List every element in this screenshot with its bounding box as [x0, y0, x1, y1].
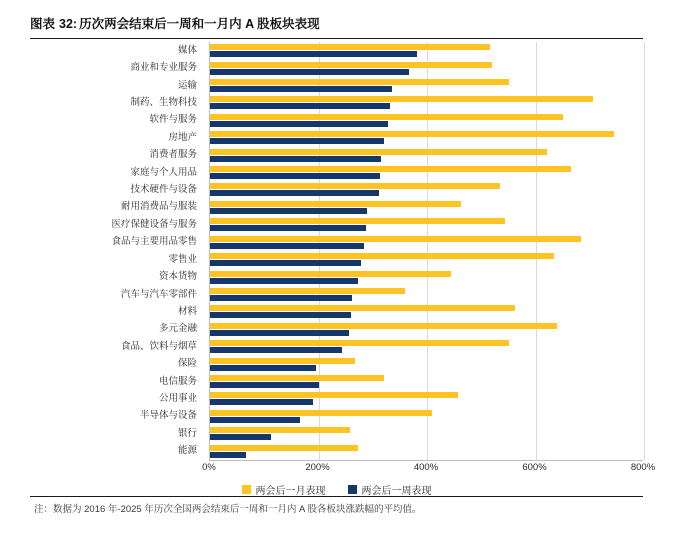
bar-month-performance [210, 445, 358, 451]
chart-legend [30, 482, 643, 497]
footnote-divider [30, 496, 643, 497]
bar-month-performance [210, 183, 500, 189]
bar-week-performance [210, 399, 313, 405]
bar-month-performance [210, 392, 458, 398]
y-axis-label: 商业和专业服务 [130, 62, 197, 74]
bar-month-performance [210, 410, 432, 416]
bar-week-performance [210, 190, 379, 196]
bar-month-performance [210, 79, 509, 85]
grid-line [536, 42, 537, 460]
bar-week-performance [210, 330, 349, 336]
y-axis-label: 材料 [177, 305, 197, 317]
bar-month-performance [210, 271, 451, 277]
footnote: 注：数据为 2016 年-2025 年历次全国两会结束后一周和一月内 A 股各板块涨跌幅的平均值。 [34, 504, 422, 515]
bar-week-performance [210, 382, 319, 388]
y-axis-label: 家庭与个人用品 [130, 166, 197, 178]
x-tick-label: 600% [522, 462, 547, 473]
bar-month-performance [210, 288, 405, 294]
legend-item-month [242, 482, 326, 497]
y-axis-label: 电信服务 [158, 375, 197, 387]
bar-week-performance [210, 156, 381, 162]
y-axis-label: 汽车与汽车零部件 [120, 288, 197, 300]
legend-label-week: 两会后一周表现 [361, 486, 432, 497]
x-axis-line [209, 460, 643, 461]
grid-line [644, 42, 645, 460]
y-axis-label: 医疗保健设备与服务 [111, 218, 197, 230]
y-axis-label: 制药、生物科技 [130, 96, 197, 108]
y-axis-label: 消费者服务 [149, 149, 197, 161]
legend-item-week [348, 482, 432, 497]
chart-container [30, 42, 656, 497]
bar-month-performance [210, 201, 461, 207]
bar-week-performance [210, 260, 361, 266]
bar-month-performance [210, 358, 355, 364]
figure-title [30, 14, 643, 39]
plot-area [30, 42, 656, 473]
bar-week-performance [210, 365, 316, 371]
bar-month-performance [210, 114, 563, 120]
bar-week-performance [210, 51, 417, 57]
bar-month-performance [210, 323, 557, 329]
y-axis-label: 软件与服务 [149, 114, 197, 126]
bar-month-performance [210, 131, 614, 137]
bar-month-performance [210, 96, 593, 102]
y-axis-label: 银行 [177, 427, 197, 439]
legend-swatch-month-icon [242, 485, 251, 494]
bar-month-performance [210, 218, 505, 224]
x-axis-tick-labels [202, 462, 656, 476]
bar-month-performance [210, 305, 515, 311]
y-axis-label: 保险 [177, 358, 197, 370]
bar-month-performance [210, 62, 492, 68]
y-axis-category-labels [30, 42, 203, 460]
bar-month-performance [210, 149, 547, 155]
bar-week-performance [210, 452, 246, 458]
bar-week-performance [210, 243, 364, 249]
y-axis-label: 食品与主要用品零售 [111, 236, 197, 248]
bar-week-performance [210, 225, 366, 231]
bar-month-performance [210, 166, 571, 172]
bar-week-performance [210, 295, 352, 301]
bar-week-performance [210, 173, 380, 179]
bar-week-performance [210, 312, 351, 318]
bar-week-performance [210, 121, 388, 127]
bar-week-performance [210, 69, 409, 75]
y-axis-label: 运输 [177, 79, 197, 91]
legend-swatch-week-icon [348, 485, 357, 494]
x-tick-label: 400% [413, 462, 439, 473]
y-axis-label: 零售业 [168, 253, 197, 265]
y-axis-label: 资本货物 [158, 271, 197, 283]
y-axis-label: 半导体与设备 [139, 410, 197, 422]
bar-month-performance [210, 340, 509, 346]
bar-week-performance [210, 278, 358, 284]
y-axis-label: 媒体 [177, 44, 197, 56]
x-tick-label: 200% [305, 462, 330, 473]
y-axis-label: 食品、饮料与烟草 [120, 340, 197, 352]
bar-week-performance [210, 208, 367, 214]
figure-label: 图表 [30, 17, 56, 31]
y-axis-label: 技术硬件与设备 [130, 184, 197, 196]
bars-area [209, 42, 643, 460]
y-axis-label: 耐用消费品与服装 [120, 201, 197, 213]
bar-week-performance [210, 434, 271, 440]
bar-week-performance [210, 417, 300, 423]
bar-week-performance [210, 86, 392, 92]
bar-week-performance [210, 103, 390, 109]
bar-week-performance [210, 138, 384, 144]
y-axis-label: 房地产 [168, 131, 197, 143]
x-tick-label: 0% [202, 462, 216, 473]
bar-month-performance [210, 236, 581, 242]
page-title: 历次两会结束后一周和一月内 A 股板块表现 [79, 17, 320, 31]
bar-month-performance [210, 427, 350, 433]
y-axis-label: 公用事业 [158, 393, 197, 405]
x-tick-label: 800% [630, 462, 656, 473]
bar-month-performance [210, 375, 384, 381]
figure-number: 32: [59, 17, 78, 31]
bar-week-performance [210, 347, 342, 353]
y-axis-label: 多元金融 [158, 323, 197, 335]
y-axis-label: 能源 [177, 445, 197, 457]
bar-month-performance [210, 253, 554, 259]
bar-month-performance [210, 44, 490, 50]
legend-label-month: 两会后一月表现 [255, 486, 326, 497]
